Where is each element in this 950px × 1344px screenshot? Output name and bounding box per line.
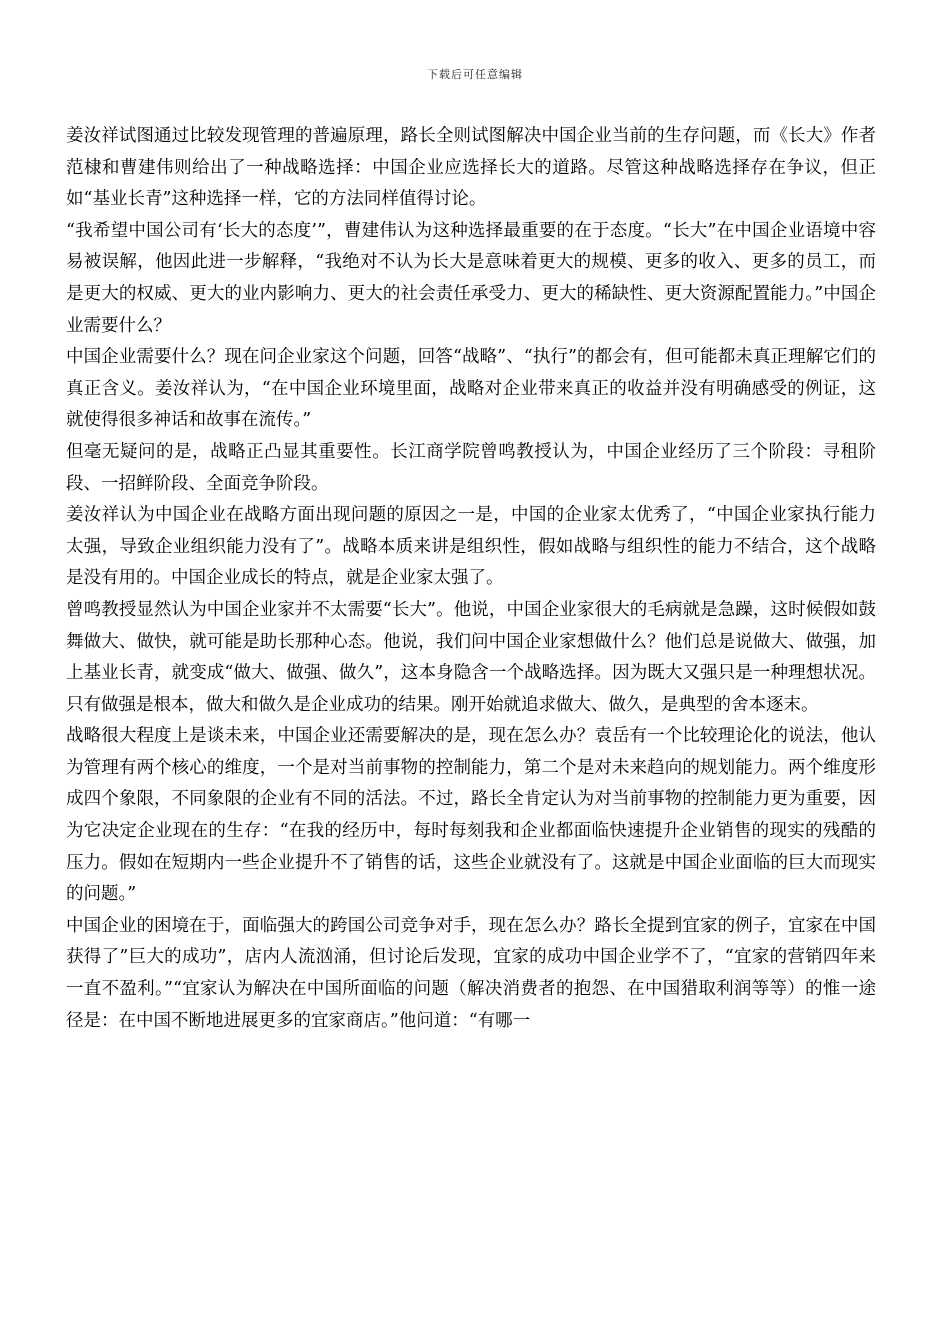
paragraph-4: 但毫无疑问的是，战略正凸显其重要性。长江商学院曾鸣教授认为，中国企业经历了三个阶段：寻租阶段、一招鲜阶段、全面竞争阶段。	[66, 441, 876, 494]
paragraph-8: 中国企业的困境在于，面临强大的跨国公司竞争对手，现在怎么办？路长全提到宜家的例子，宜家在中国获得了”巨大的成功”，店内人流汹涌，但讨论后发现，宜家的成功中国企业学不了，“宜家的营销四年来一直不盈利。”“宜家认为解决在中国所面临的问题（解决消费者的抱怨、在中国猎取利润等等）的惟一途径是：在中国不断地进展更多的宜家商店。”他问道：“有哪一	[66, 915, 876, 1031]
document-body	[66, 121, 876, 1037]
paragraph-7: 战略很大程度上是谈未来，中国企业还需要解决的是，现在怎么办？袁岳有一个比较理论化的说法，他认为管理有两个核心的维度，一个是对当前事物的控制能力，第二个是对未来趋向的规划能力。两个维度形成四个象限，不同象限的企业有不同的活法。不过，路长全肯定认为对当前事物的控制能力更为重要，因为它决定企业现在的生存：“在我的经历中，每时每刻我和企业都面临快速提升企业销售的现实的残酷的压力。假如在短期内一些企业提升不了销售的话，这些企业就没有了。这就是中国企业面临的巨大而现实的问题。”	[66, 726, 876, 905]
paragraph-2: “我希望中国公司有‘长大的态度’”，曹建伟认为这种选择最重要的在于态度。“长大”在中国企业语境中容易被误解，他因此进一步解释，“我绝对不认为长大是意味着更大的规模、更多的收入、更多的员工，而是更大的权威、更大的业内影响力、更大的社会责任承受力、更大的稀缺性、更大资源配置能力。”中国企业需要什么？	[66, 220, 876, 336]
paragraph-6: 曾鸣教授显然认为中国企业家并不太需要“长大”。他说，中国企业家很大的毛病就是急躁，这时候假如鼓舞做大、做快，就可能是助长那种心态。他说，我们问中国企业家想做什么？他们总是说做大、做强，加上基业长青，就变成“做大、做强、做久”，这本身隐含一个战略选择。因为既大又强只是一种理想状况。只有做强是根本，做大和做久是企业成功的结果。刚开始就追求做大、做久，是典型的舍本逐末。	[66, 599, 876, 715]
paragraph-5: 姜汝祥认为中国企业在战略方面出现问题的原因之一是，中国的企业家太优秀了，“中国企业家执行能力太强，导致企业组织能力没有了”。战略本质来讲是组织性，假如战略与组织性的能力不结合，这个战略是没有用的。中国企业成长的特点，就是企业家太强了。	[66, 505, 876, 589]
paragraph-3: 中国企业需要什么？现在问企业家这个问题，回答“战略”、“执行”的都会有，但可能都未真正理解它们的真正含义。姜汝祥认为，“在中国企业环境里面，战略对企业带来真正的收益并没有明确感受的例证，这就使得很多神话和故事在流传。”	[66, 347, 876, 431]
paragraph-1: 姜汝祥试图通过比较发现管理的普遍原理，路长全则试图解决中国企业当前的生存问题，而《长大》作者范棣和曹建伟则给出了一种战略选择：中国企业应选择长大的道路。尽管这种战略选择存在争议，但正如“基业长青”这种选择一样，它的方法同样值得讨论。	[66, 126, 876, 210]
page-header-note: 下载后可任意编辑	[427, 68, 523, 81]
